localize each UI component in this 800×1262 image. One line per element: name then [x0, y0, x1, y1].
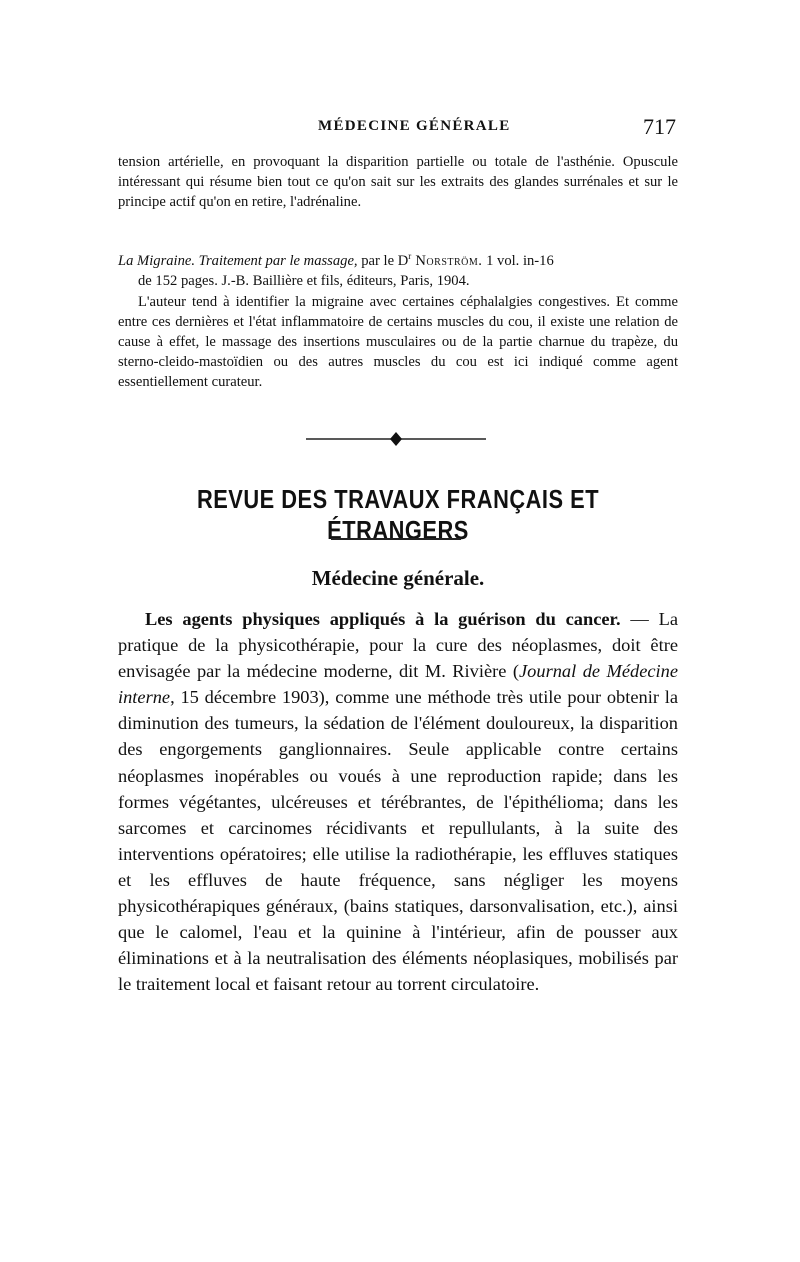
doctor-abbrev-sup: r	[408, 251, 412, 261]
book-reference-migraine	[118, 246, 678, 291]
book-details-b: de 152 pages. J.-B. Baillière et fils, éditeurs, Paris, 1904.	[138, 272, 470, 289]
cancer-article-paragraph	[118, 606, 678, 997]
article-text-a: La pratique de la physicothérapie, pour la cure des néoplasmes, doit être envisagée par la médecine moderne, dit M. Rivière (	[118, 609, 678, 682]
book-title: La Migraine. Traitement par le massage,	[118, 252, 358, 269]
ornament-divider	[306, 430, 486, 448]
running-title: MÉDECINE GÉNÉRALE	[318, 118, 511, 134]
paragraph-text: L'auteur tend à identifier la migraine avec certaines céphalalgies congestives. Et comme entre ces dernières et l'état inflammatoire de certains muscles du cou, il existe une relation de cause à effet, le massage des insertions musculaires ou de la partie charnue du trapèze, du sterno-cleido-mastoïdien ou des autres muscles du cou est ici indiqué comme agent essentiellement curateur.	[118, 294, 678, 390]
book-details-a: 1 vol. in-16	[482, 252, 554, 269]
article-dash: —	[620, 609, 659, 629]
article-text-b: , 15 décembre 1903), comme une méthode très utile pour obtenir la diminution des tumeurs, la sédation de l'élément douloureux, la disparition des engorgements ganglionnaires. Seule applicable contre certains néoplasmes inopérables ou voués à une reproduction rapide; dans les formes végétantes, ulcéreuses et térébrantes, de l'épithélioma; dans les sarcomes et carcinomes récidivants et repullulants, à la suite des interventions opératoires; elle utilise la radiothérapie, les effluves statiques et les effluves de haute fréquence, sans négliger les moyens physicothérapiques généraux, (bains statiques, darsonvalisation, etc.), ainsi que le calomel, l'eau et la quinine à l'intérieur, afin de pousser aux éliminations et à la neutralisation des éléments néoplasiques, mobilisés par le traitement local et faisant retour au torrent circulatoire.	[118, 687, 678, 995]
journal-title: Journal de Médecine interne	[118, 661, 678, 708]
section-title: REVUE DES TRAVAUX FRANÇAIS ET ÉTRANGERS	[196, 484, 600, 545]
book-by: par le D	[357, 252, 409, 269]
paragraph-text: tension artérielle, en provoquant la disparition partielle ou totale de l'asthénie. Opuscule intéressant qui résume bien tout ce qu'on sait sur les extraits des glandes surrénales et sur le principe actif qu'on en retire, l'adrénaline.	[118, 154, 678, 210]
book-author: Norström.	[411, 252, 483, 269]
article-heading: Les agents physiques appliqués à la guérison du cancer.	[145, 609, 621, 629]
adrenaline-review-paragraph	[118, 152, 678, 212]
migraine-review-paragraph	[118, 292, 678, 392]
running-head	[118, 116, 678, 140]
section-rule	[331, 538, 461, 540]
page-number: 717	[643, 114, 676, 139]
sub-heading: Médecine générale.	[311, 566, 485, 590]
